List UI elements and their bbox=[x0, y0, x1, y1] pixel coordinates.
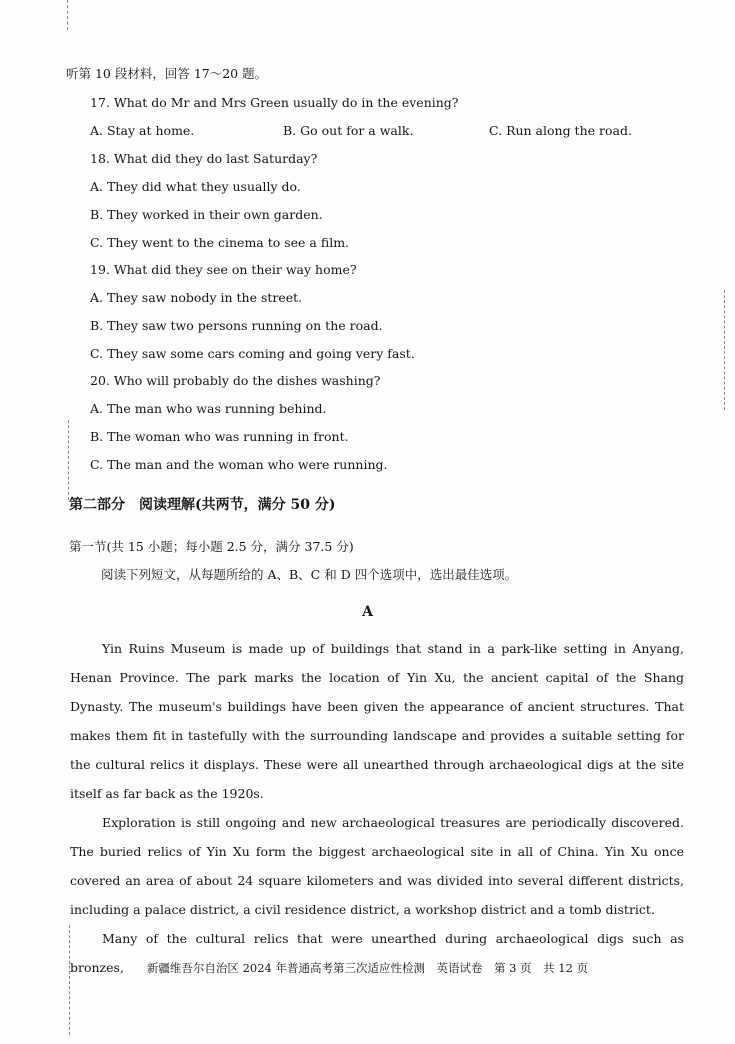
listening-intro: 听第 10 段材料，回答 17～20 题。 bbox=[66, 66, 268, 81]
option-a: A. Stay at home. bbox=[90, 123, 195, 138]
binding-margin-line bbox=[67, 0, 69, 30]
option-c: C. They went to the cinema to see a film. bbox=[90, 235, 350, 250]
paragraph: Yin Ruins Museum is made up of buildings that stand in a park-like setting in Anyang, Henan Province. The park marks the location of Yin Xu, the ancient capital of the Shang Dynasty. The museum's buildings have been given the appearance of ancient structures. That makes them fit in tastefully with the surrounding landscape and provides a suitable setting for the cultural relics it displays. These were all unearthed through archaeological digs at the site itself as far back as the 1920s. bbox=[70, 641, 684, 801]
question-20: 20. Who will probably do the dishes washing? bbox=[90, 373, 381, 388]
option-b: B. They saw two persons running on the road. bbox=[90, 318, 383, 333]
question-19: 19. What did they see on their way home? bbox=[90, 262, 357, 277]
option-c: C. The man and the woman who were running. bbox=[90, 457, 388, 472]
question-18: 18. What did they do last Saturday? bbox=[90, 151, 318, 166]
paragraph: Exploration is still ongoing and new archaeological treasures are periodically discovered. The buried relics of Yin Xu form the biggest archaeological site in all of China. Yin Xu once covered an area of about 24 square kilometers and was divided into several different districts, including a palace district, a civil residence district, a workshop district and a tomb district. bbox=[70, 815, 684, 917]
binding-margin-line bbox=[724, 290, 726, 410]
section-heading: 第一节(共 15 小题；每小题 2.5 分，满分 37.5 分) bbox=[69, 539, 354, 554]
instruction: 阅读下列短文，从每题所给的 A、B、C 和 D 四个选项中，选出最佳选项。 bbox=[101, 567, 518, 582]
binding-margin-line bbox=[68, 420, 70, 500]
page-footer: 新疆维吾尔自治区 2024 年普通高考第三次适应性检测 英语试卷 第 3 页 共 12 页 bbox=[146, 961, 589, 975]
option-b: B. The woman who was running in front. bbox=[90, 429, 349, 444]
option-a: A. The man who was running behind. bbox=[90, 401, 327, 416]
passage-label: A bbox=[362, 604, 373, 620]
option-a: A. They saw nobody in the street. bbox=[90, 290, 303, 305]
passage-body bbox=[70, 634, 684, 982]
part-heading: 第二部分 阅读理解(共两节，满分 50 分) bbox=[69, 497, 336, 513]
option-b: B. Go out for a walk. bbox=[283, 123, 414, 138]
option-c: C. Run along the road. bbox=[489, 123, 632, 138]
option-c: C. They saw some cars coming and going very fast. bbox=[90, 346, 415, 361]
paragraph: Many of the cultural relics that were unearthed during archaeological digs such as bronzes, bbox=[70, 931, 684, 975]
question-17: 17. What do Mr and Mrs Green usually do in the evening? bbox=[90, 95, 459, 110]
option-b: B. They worked in their own garden. bbox=[90, 207, 323, 222]
option-a: A. They did what they usually do. bbox=[90, 179, 301, 194]
